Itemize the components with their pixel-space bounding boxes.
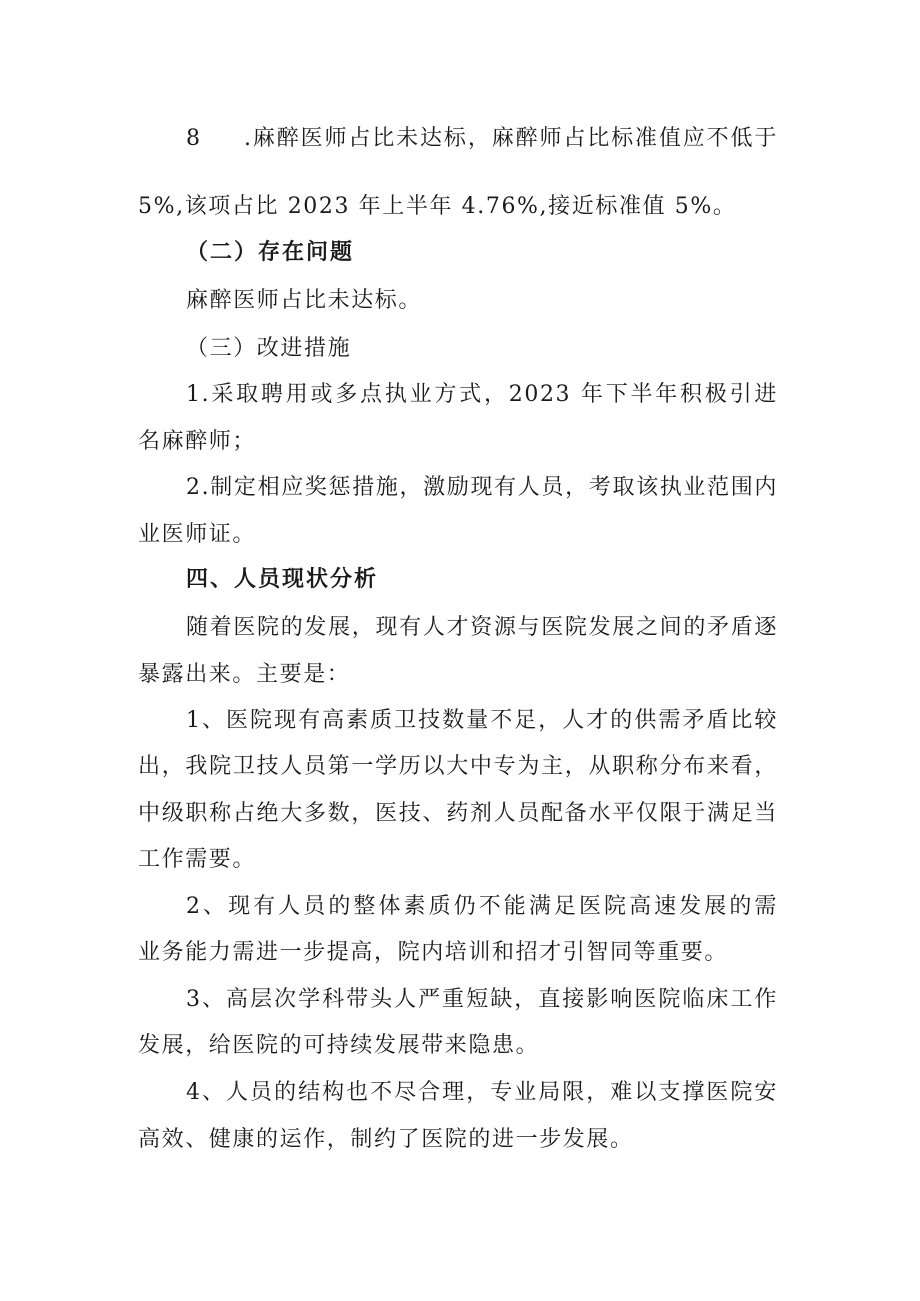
measure-2-line-2: 业医师证。 (138, 522, 257, 547)
item-8-line-2: 5%,该项占比 2023 年上半年 4.76%,接近标准值 5%。 (138, 194, 737, 219)
measure-1-line-2: 名麻醉师； (138, 429, 257, 454)
paragraph-2-line-2: 业务能力需进一步提高，院内培训和招才引智同等重要。 (138, 940, 729, 965)
paragraph-3-line-2: 发展，给医院的可持续发展带来隐患。 (138, 1033, 540, 1058)
paragraph-1-line-2: 出，我院卫技人员第一学历以大中专为主，从职称分布来看， (138, 754, 778, 779)
paragraph-1-line-1: 1、医院现有高素质卫技数量不足，人才的供需矛盾比较 (186, 708, 778, 733)
paragraph-4-line-1: 4、人员的结构也不尽合理，专业局限，难以支撑医院安 (186, 1080, 778, 1105)
section-2-heading: （二）存在问题 (186, 240, 355, 265)
item-8-number: 8 (186, 126, 202, 151)
part-4-heading: 四、人员现状分析 (186, 567, 379, 592)
section-3-heading: （三）改进措施 (186, 336, 352, 361)
paragraph-1-line-3: 中级职称占绝大多数，医技、药剂人员配备水平仅限于满足当 (138, 801, 778, 826)
section-2-body: 麻醉医师占比未达标。 (186, 288, 423, 313)
paragraph-4-line-2: 高效、健康的运作，制约了医院的进一步发展。 (138, 1127, 634, 1152)
paragraph-3-line-1: 3、高层次学科带头人严重短缺，直接影响医院临床工作 (186, 987, 778, 1012)
paragraph-1-line-4: 工作需要。 (138, 847, 257, 872)
item-8-text: .麻醉医师占比未达标，麻醉师占比标准值应不低于 (244, 126, 778, 151)
intro-line-2: 暴露出来。主要是： (138, 662, 351, 687)
measure-2-line-1: 2.制定相应奖惩措施，激励现有人员，考取该执业范围内 (186, 475, 778, 500)
paragraph-2-line-1: 2、现有人员的整体素质仍不能满足医院高速发展的需 (186, 894, 778, 919)
intro-line-1: 随着医院的发展，现有人才资源与医院发展之间的矛盾逐 (186, 615, 778, 640)
measure-1-line-1: 1.采取聘用或多点执业方式，2023 年下半年积极引进 (186, 382, 778, 407)
